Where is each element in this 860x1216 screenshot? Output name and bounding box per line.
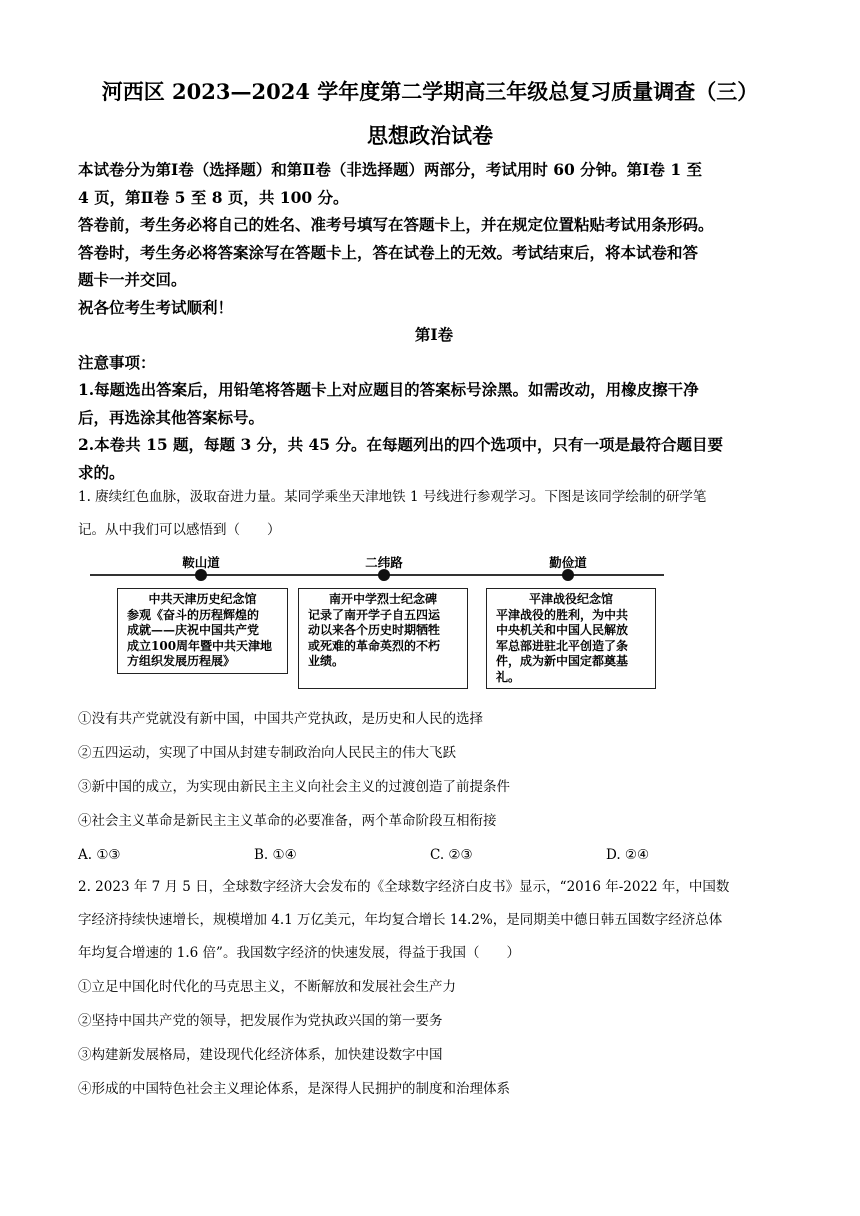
stem-line: 年均复合增速的 1.6 倍”。我国数字经济的快速发展，得益于我国（ ）	[78, 945, 520, 961]
note-card-tianjin-history-museum	[117, 588, 288, 674]
notice-title: 注意事项：	[78, 352, 156, 372]
option-statement: ④形成的中国特色社会主义理论体系，是深得人民拥护的制度和治理体系	[78, 1081, 510, 1097]
card-line: 成立100周年暨中共天津地	[127, 638, 273, 653]
instruction-line: 答卷时，考生务必将答案涂写在答题卡上，答在试卷上的无效。考试结束后，将本试卷和答	[78, 242, 699, 262]
question-1-options	[78, 702, 790, 872]
stem-line: 字经济持续快速增长，规模增加 4.1 万亿美元，年均复合增长 14.2%，是同期美中德日韩五国数字经济总体	[78, 912, 723, 928]
stem-line: 1. 赓续红色血脉，汲取奋进力量。某同学乘坐天津地铁 1 号线进行参观学习。下图是该同学绘制的研学笔	[78, 489, 707, 505]
option-statement: ①立足中国化时代化的马克思主义，不断解放和发展社会生产力	[78, 979, 456, 995]
option-statement: ②坚持中国共产党的领导，把发展作为党执政兴国的第一要务	[78, 1013, 443, 1029]
card-line: 军总部进驻北平创造了条	[496, 638, 629, 653]
card-line: 业绩。	[308, 654, 345, 669]
card-title: 中共天津历史纪念馆	[148, 592, 257, 606]
option-statement: ②五四运动，实现了中国从封建专制政治向人民民主的伟大飞跃	[78, 745, 456, 761]
card-line: 平津战役的胜利，为中共	[496, 607, 629, 622]
answer-choice-c: C. ②③	[430, 847, 473, 863]
card-line: 动以来各个历史时期牺牲	[308, 623, 441, 638]
card-title: 南开中学烈士纪念碑	[328, 592, 437, 606]
card-line: 中央机关和中国人民解放	[496, 623, 629, 638]
answer-choice-a: A. ①③	[78, 847, 121, 863]
notice-line: 1.每题选出答案后，用铅笔将答题卡上对应题目的答案标号涂黑。如需改动，用橡皮擦干净	[78, 380, 699, 399]
note-card-pingjin-museum	[486, 588, 656, 689]
card-title: 平津战役纪念馆	[528, 592, 613, 606]
answer-choice-b: B. ①④	[254, 847, 297, 863]
instruction-line: 答卷前，考生务必将自己的姓名、准考号填写在答题卡上，并在规定位置粘贴考试用条形码。	[78, 215, 714, 234]
card-line: 方组织发展历程展》	[127, 654, 236, 669]
instruction-line: 题卡一并交回。	[78, 270, 187, 289]
section-heading: 第Ⅰ卷	[414, 325, 454, 344]
note-card-nankai-monument	[298, 588, 468, 689]
notice-line: 后，再选涂其他答案标号。	[78, 407, 265, 427]
exam-subtitle: 思想政治试卷	[367, 123, 493, 148]
answer-choice-d: D. ②④	[606, 847, 650, 863]
metro-line-diagram	[90, 548, 670, 698]
stem-line: 记。从中我们可以感悟到（ ）	[78, 522, 281, 538]
instruction-line: 4 页，第Ⅱ卷 5 至 8 页，共 100 分。	[78, 187, 349, 207]
stem-line: 2. 2023 年 7 月 5 日，全球数字经济大会发布的《全球数字经济白皮书》显示，“2016 年-2022 年，中国数	[78, 879, 730, 895]
instruction-line: 祝各位考生考试顺利！	[78, 297, 234, 317]
option-statement: ③构建新发展格局，建设现代化经济体系，加快建设数字中国	[78, 1047, 443, 1063]
card-line: 件，成为新中国定都奠基	[496, 654, 629, 669]
question-1-stem	[78, 481, 790, 547]
station-label-erweilu: 二纬路	[365, 555, 403, 570]
card-line: 参观《奋斗的历程辉煌的	[127, 607, 260, 622]
question-2	[78, 871, 790, 1106]
notice-line: 2.本卷共 15 题，每题 3 分，共 45 分。在每题列出的四个选项中，只有一项是最符合题目要	[78, 435, 723, 454]
card-line: 成就——庆祝中国共产党	[127, 623, 260, 638]
card-line: 礼。	[496, 669, 521, 684]
option-statement: ④社会主义革命是新民主主义革命的必要准备，两个革命阶段互相衔接	[78, 813, 497, 829]
exam-instructions	[78, 156, 790, 486]
option-statement: ①没有共产党就没有新中国，中国共产党执政，是历史和人民的选择	[78, 711, 483, 727]
station-label-qinjiandao: 勤俭道	[549, 555, 587, 570]
card-line: 记录了南开学子自五四运	[308, 607, 441, 622]
station-label-anshandao: 鞍山道	[182, 555, 220, 570]
option-statement: ③新中国的成立，为实现由新民主主义向社会主义的过渡创造了前提条件	[78, 779, 510, 795]
instruction-line: 本试卷分为第Ⅰ卷（选择题）和第Ⅱ卷（非选择题）两部分，考试用时 60 分钟。第Ⅰ卷 1 至	[78, 160, 703, 179]
notice-line: 求的。	[78, 462, 125, 482]
exam-title: 河西区 2023—2024 学年度第二学期高三年级总复习质量调查（三）	[101, 79, 759, 104]
answer-choices	[78, 838, 790, 872]
card-line: 或死难的革命英烈的不朽	[308, 638, 441, 653]
